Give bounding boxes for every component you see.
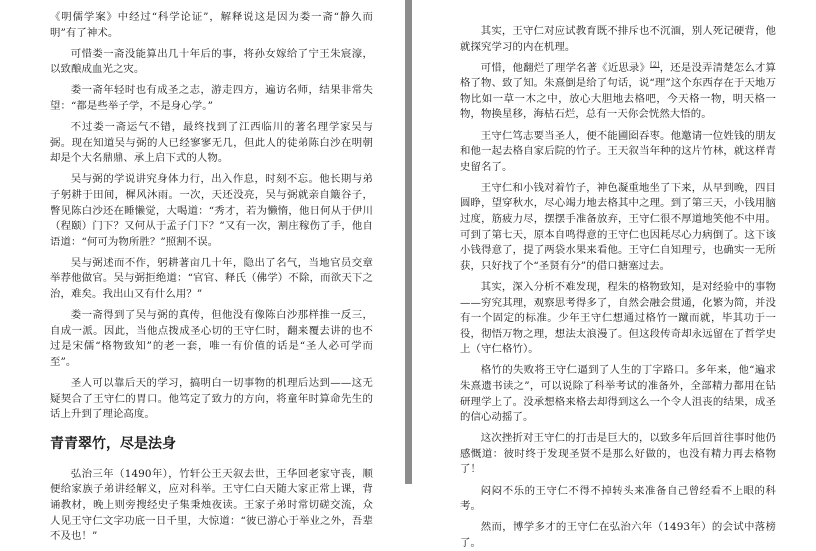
section-heading: 青青翠竹，尽是法身 bbox=[50, 435, 176, 452]
right-paragraph-3: 王守仁笃志要当圣人，便不能圃囵吞枣。他邀请一位姓钱的朋友和他一起去格自家后院的竹子。王天叙当年种的这片竹林，就这样青史留名了。 bbox=[460, 129, 776, 173]
left-paragraph-6: 吴与弼述而不作，躬耕著亩几十年，隐出了名气，当地官员交章举荐他做官。吴与弼拒绝道：“官官、释氏（佛学）不除，而欲天下之治，难矣。我出山又有什么用？” bbox=[50, 256, 373, 300]
left-paragraph-8: 圣人可以靠后天的学习，搞明白一切事物的机理后达到——这无疑契合了王守仁的胃口。他笃定了致力的方向，将童年时算命先生的话上升到了理论高度。 bbox=[50, 376, 373, 421]
left-paragraph-5: 吴与弼的学说讲究身体力行，出入作息，时刻不忘。他长期与弟子躬耕于田间，樨风沐雨。一次，天还没亮，吴与弼就亲自簸谷子，瞥见陈白沙还在睡懒觉，大喝道：“秀才，若为懒惰，他日何从于伊川（程颐）门下？又何从于孟子门下？”又有一次，割庄稼伤了手，他自语道：“何可为物所胜？”照割不误。 bbox=[50, 173, 373, 248]
footnote-link[interactable]: [2] bbox=[650, 60, 660, 69]
right-page bbox=[412, 0, 816, 549]
right-paragraph-8: 闷闷不乐的王守仁不得不掉转头来准备自己曾经看不上眼的科考。 bbox=[460, 484, 776, 513]
right-paragraph-2-start: 可惜，他翻烂了理学名著《近思录》 bbox=[480, 61, 651, 74]
right-paragraph-5: 其实，深入分析不难发现，程朱的格物致知，是对经验中的事物——穷究其理，观察思考得多了，自然会融会贯通，化繁为简，并没有一个固定的标准。少年王守仁想通过格竹一蹴而就，毕其功于一役，彻悟万物之理，想法太浪漫了。但这段传奇却永远留在了哲学史上（守仁格竹）。 bbox=[460, 280, 776, 356]
right-paragraph-7: 这次挫折对王守仁的打击是巨大的，以致多年后回首往事时他仍感慨道：彼时终于发现圣贤不是那么好做的，也没有精力再去格物了！ bbox=[460, 432, 776, 476]
left-paragraph-4: 不过娄一斋运气不错，最终找到了江西临川的著名理学家吴与弼。现在知道吴与弼的人已经寥寥无几，但此人的徒弟陈白沙在明朝却是个大名鼎鼎、承上启下式的人物。 bbox=[50, 121, 373, 165]
left-page bbox=[0, 0, 405, 543]
right-paragraph-2-end: ，还是没弄清楚怎么才算格了物、致了知。朱熹倒是给了句话，说“理”这个东西存在于天地万物比如一草一木之中，放心大胆地去格吧，今天格一物，明天格一物，物换星移，海枯石烂，总有一天你会恍然大悟的。 bbox=[460, 61, 776, 121]
right-paragraph-1: 其实，王守仁对应试教育既不排斥也不沉湎，别人死记硬背，他就探究学习的内在机理。 bbox=[460, 25, 776, 53]
right-paragraph-4: 王守仁和小钱对着竹子，神色凝重地坐了下来，从早到晚，四目圆睁，望穿秋水，尽心竭力地去格其中之理。到了第三天，小钱用脑过度，筋疲力尽，摆摆手准备放弃，王守仁很不厚道地笑他不中用。可到了第七天，原本自鸣得意的王守仁也因耗尽心力病倒了。这下该小钱得意了，提了两袋水果来看他。王守仁自知理亏，也确实一无所获，只好找了个“圣贤有分”的借口搪塞过去。 bbox=[460, 181, 776, 272]
left-paragraph-9: 弘治三年（1490年），竹轩公王天叙去世，王华回老家守丧，顺便给家族子弟讲经解义，应对科举。王守仁白天随大家正常上课，背诵教材，晚上则旁搜经史子集秉烛夜读。王家子弟时常切磋交流，众人见王守仁文字功底一日千里，大惊道：“彼已游心于举业之外，吾辈不及也！” bbox=[50, 467, 373, 543]
page-gutter bbox=[405, 0, 412, 484]
left-paragraph-3: 娄一斋年轻时也有成圣之志，游走四方，遍访名师，结果非常失望：“都是些举子学，不是身心学。” bbox=[50, 84, 373, 112]
right-paragraph-9: 然而，博学多才的王守仁在弘治六年（1493年）的会试中落榜了。 bbox=[460, 521, 776, 549]
left-paragraph-2: 可惜娄一斋没能算出几十年后的事，将孙女嫁给了宁王朱宸濠，以致酿成血光之灾。 bbox=[50, 47, 373, 76]
left-paragraph-1: 《明儒学案》中经过“科学论证”，解释说这是因为娄一斋“静久而明”有了神术。 bbox=[50, 11, 373, 39]
right-paragraph-6: 格竹的失败将王守仁逼到了人生的丁字路口。多年来，他“遍求朱熹遗书读之”，可以说除了科举考试的准备外，全部精力都用在钻研理学上了。没承想格来格去却得到这么一个令人沮丧的结果，成圣的信心动摇了。 bbox=[460, 364, 776, 424]
left-paragraph-7: 娄一斋得到了吴与弼的真传，但他没有像陈白沙那样推一反三，自成一派。因此，当他点拨成圣心切的王守仁时，翻来覆去讲的也不过是宋儒“格物致知”的老一套，唯一有价值的话是“圣人必可学而至”。 bbox=[50, 309, 373, 368]
right-paragraph-2 bbox=[460, 61, 776, 123]
